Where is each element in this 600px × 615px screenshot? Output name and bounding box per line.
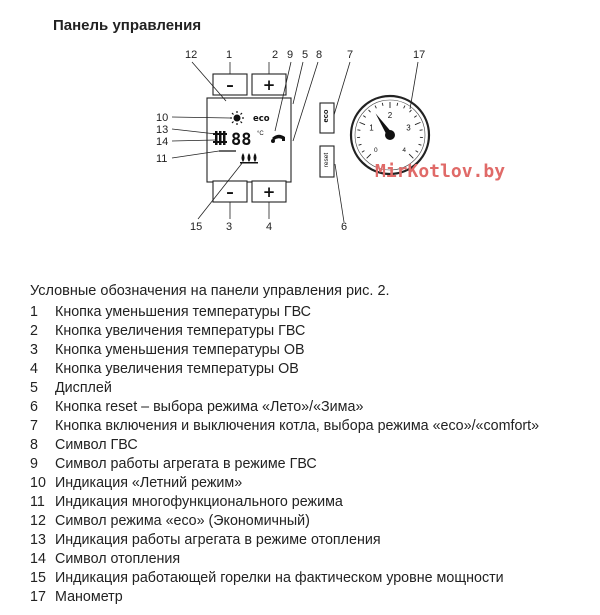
legend-number: 10 xyxy=(30,475,46,491)
legend-item xyxy=(30,379,539,398)
callout-6: 6 xyxy=(341,221,348,233)
eco-symbol: eco xyxy=(253,114,270,124)
legend-item xyxy=(30,569,539,588)
control-panel-diagram xyxy=(0,0,600,280)
legend-number: 4 xyxy=(30,361,38,377)
svg-text:eco: eco xyxy=(321,109,330,123)
legend-text: Символ ГВС xyxy=(55,437,138,453)
legend-item xyxy=(30,531,539,550)
legend-number: 7 xyxy=(30,418,38,434)
callout-13: 13 xyxy=(156,124,169,136)
svg-text:–: – xyxy=(226,183,234,201)
legend-number: 11 xyxy=(30,494,45,510)
legend-text: Манометр xyxy=(55,589,123,605)
gauge-tick-label: 3 xyxy=(406,123,411,133)
watermark: MirKotlov.by xyxy=(375,161,506,182)
callout-3: 3 xyxy=(226,221,233,233)
callout-2: 2 xyxy=(272,49,279,61)
legend-item xyxy=(30,493,539,512)
legend-item xyxy=(30,303,539,322)
legend-item xyxy=(30,588,539,607)
gauge-tick-label: 2 xyxy=(387,111,393,120)
legend-text: Кнопка увеличения температуры ГВС xyxy=(55,323,306,339)
legend-item xyxy=(30,398,539,417)
legend-text: Кнопка включения и выключения котла, выбора режима «eco»/«comfort» xyxy=(55,418,540,434)
legend-item xyxy=(30,436,539,455)
legend-item xyxy=(30,455,539,474)
legend-item xyxy=(30,341,539,360)
legend-text: Кнопка увеличения температуры ОВ xyxy=(55,361,299,377)
legend-number: 12 xyxy=(30,513,46,529)
callout-5: 5 xyxy=(302,49,309,61)
legend-number: 6 xyxy=(30,399,38,415)
legend-number: 3 xyxy=(30,342,38,358)
callout-4: 4 xyxy=(266,221,273,233)
legend-item xyxy=(30,417,539,436)
callout-15: 15 xyxy=(190,221,203,233)
ch-plus-button[interactable] xyxy=(252,181,286,202)
callout-8: 8 xyxy=(316,49,323,61)
legend-text: Индикация многофункционального режима xyxy=(55,494,343,510)
callout-17: 17 xyxy=(413,49,426,61)
svg-text:+: + xyxy=(262,76,276,94)
dhw-plus-button[interactable] xyxy=(252,74,286,95)
callout-9: 9 xyxy=(287,49,294,61)
legend-text: Дисплей xyxy=(55,380,112,396)
temperature-unit: °C xyxy=(257,131,264,137)
gauge-tick-label: 0 xyxy=(374,147,378,155)
legend-number: 17 xyxy=(30,589,46,605)
callout-11: 11 xyxy=(156,153,168,165)
legend-text: Кнопка уменьшения температуры ГВС xyxy=(55,304,312,320)
legend-text: Символ отопления xyxy=(55,551,181,567)
legend-list xyxy=(30,303,539,607)
legend-number: 1 xyxy=(30,304,38,320)
callout-7: 7 xyxy=(347,49,354,61)
callout-12: 12 xyxy=(185,49,198,61)
legend-item xyxy=(30,360,539,379)
display xyxy=(207,98,291,182)
page-title: Панель управления xyxy=(53,17,202,34)
legend-text: Индикация «Летний режим» xyxy=(55,475,243,491)
legend-number: 15 xyxy=(30,570,46,586)
radiator-icon xyxy=(213,131,227,145)
svg-text:–: – xyxy=(226,76,234,94)
legend-number: 8 xyxy=(30,437,38,453)
reset-button[interactable] xyxy=(320,146,334,177)
callout-1: 1 xyxy=(226,49,233,61)
legend-number: 9 xyxy=(30,456,38,472)
legend-text: Кнопка уменьшения температуры ОВ xyxy=(55,342,305,358)
legend-text: Индикация работающей горелки на фактическом уровне мощности xyxy=(55,570,504,586)
svg-text:+: + xyxy=(262,183,276,201)
eco-button[interactable] xyxy=(320,103,334,133)
legend-intro: Условные обозначения на панели управления рис. 2. xyxy=(30,283,390,299)
legend-text: Кнопка reset – выбора режима «Лето»/«Зима» xyxy=(55,399,364,415)
callout-14: 14 xyxy=(156,136,169,148)
legend-number: 5 xyxy=(30,380,38,396)
legend-text: Символ режима «eco» (Экономичный) xyxy=(55,513,310,529)
legend-item xyxy=(30,474,539,493)
legend-item xyxy=(30,550,539,569)
callout-10: 10 xyxy=(156,112,169,124)
legend-number: 13 xyxy=(30,532,46,548)
legend-text: Индикация работы агрегата в режиме отопления xyxy=(55,532,381,548)
gauge-tick-label: 1 xyxy=(369,123,374,133)
legend-number: 14 xyxy=(30,551,46,567)
gauge-tick-label: 4 xyxy=(402,147,406,155)
legend-text: Символ работы агрегата в режиме ГВС xyxy=(55,456,317,472)
svg-text:reset: reset xyxy=(323,152,330,168)
legend-number: 2 xyxy=(30,323,38,339)
ch-minus-button[interactable] xyxy=(213,181,247,202)
legend-item xyxy=(30,322,539,341)
temperature-digits: 88 xyxy=(231,130,252,150)
legend-item xyxy=(30,512,539,531)
